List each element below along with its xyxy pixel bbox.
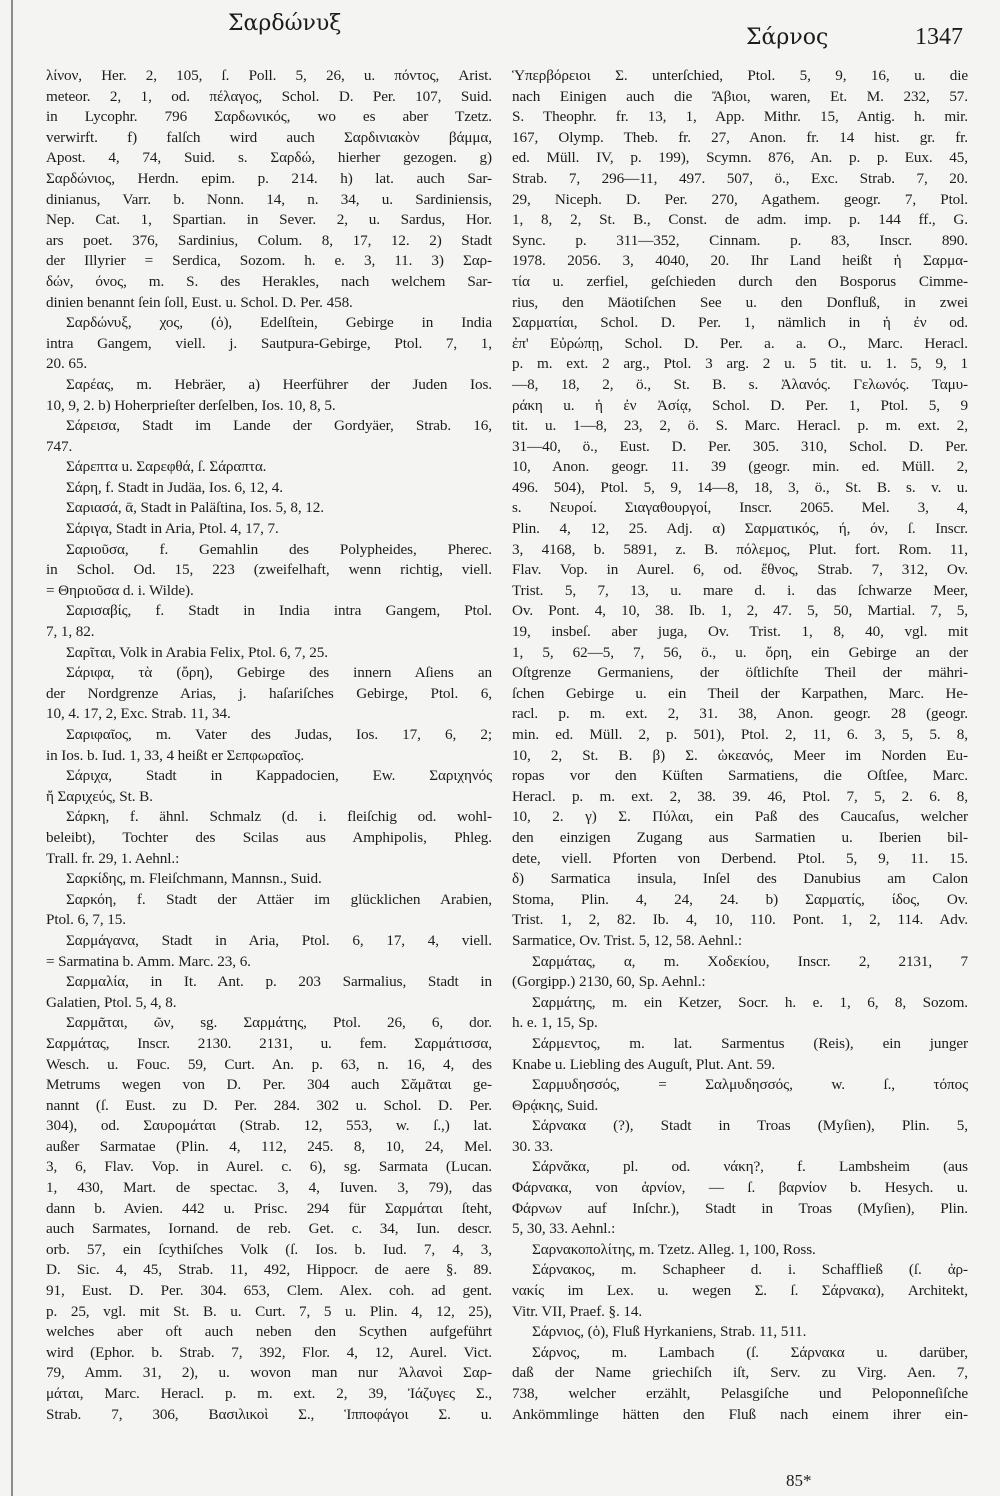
text-line: νακίς im Lex. u. wegen Σ. ſ. Σάρνακα), Architekt, — [512, 1282, 968, 1300]
text-line: auch Sarmates, Iornand. de reb. Get. c. 34, Iun. descr. — [46, 1220, 492, 1238]
text-line: 10, 9, 2. b) Hoherprieſter derſelben, Ios. 10, 8, 5. — [46, 396, 336, 414]
text-line: ἤ Σαριχεύς, St. B. — [46, 787, 153, 805]
entry-headline: Σάρνιος, (ὁ), Fluß Hyrkaniens, Strab. 11, 511. — [532, 1323, 807, 1341]
page-header — [0, 0, 1000, 60]
text-line: orb. 57, ein ſcythiſches Volk (ſ. Ios. b. Iud. 7, 4, 3, — [46, 1240, 492, 1258]
text-line: (Gorgipp.) 2130, 60, Sp. Aehnl.: — [512, 973, 706, 991]
text-line: ſchen Gebirge u. ein Theil der Karpathen, Marc. He- — [512, 684, 968, 702]
text-line: verwirft. f) falſch wird auch Σαρδινιακὸν βάμμα, — [46, 128, 492, 146]
text-line: Galatien, Ptol. 5, 4, 8. — [46, 993, 177, 1011]
text-line: 10, 4. 17, 2, Exc. Strab. 11, 34. — [46, 705, 231, 723]
text-line: Θρᾴκης, Suid. — [512, 1096, 599, 1114]
text-line: Φάρνων auf Inſchr.), Stadt in Troas (Myſien), Plin. — [512, 1199, 968, 1217]
text-line: Trist. 1, 2, 82. Ib. 4, 10, 110. Pont. 1, 2, 114. Adv. — [512, 911, 968, 929]
text-line: p. 25, vgl. mit St. B. u. Curt. 7, 5 u. Plin. 4, 12, 25), — [46, 1302, 492, 1320]
text-line: tit. u. 1—8, 23, 2, ö. S. Marc. Heracl. p. m. ext. 2, — [512, 417, 968, 435]
text-line: Metrums wegen von D. Per. 304 auch Σᾰμᾶται ge- — [46, 1076, 492, 1094]
text-line: 5, 30, 33. Aehnl.: — [512, 1220, 616, 1238]
page-binding-edge — [11, 0, 13, 1496]
text-line: 10, Anon. geogr. 11. 39 (geogr. min. ed. Müll. 2, — [512, 458, 968, 476]
text-line: 91, Eust. D. Per. 304. 653, Clem. Alex. coh. ad gent. — [46, 1282, 492, 1300]
entry-headline: Σάρμεντος, m. lat. Sarmentus (Reis), ein junger — [532, 1034, 968, 1052]
text-line: S. Theophr. fr. 13, 1, App. Mithr. 15, Antig. h. mir. — [512, 108, 968, 126]
text-line: 7, 1, 82. — [46, 623, 95, 641]
text-line: Plin. 4, 12, 25. Adj. α) Σαρματικός, ή, όν, ſ. Inscr. — [512, 520, 968, 538]
entry-headline: Σάρκη, f. ähnl. Schmalz (d. i. fleiſchig od. wohl- — [66, 808, 492, 826]
text-line: dann b. Avien. 442 u. Prisc. 294 für Σαρμάται ſteht, — [46, 1199, 492, 1217]
text-line: 738, welcher erzählt, Pelasgiſche und Peloponneſiſche — [512, 1385, 968, 1402]
text-line: Knabe u. Liebling des Auguſt, Plut. Ant. 59. — [512, 1055, 776, 1073]
text-line: 19, insbeſ. aber juga, Ov. Trist. 1, 8, 40, vgl. mit — [512, 623, 968, 641]
text-line: in Schol. Od. 15, 223 (zweifelhaft, wenn richtig, viell. — [46, 561, 492, 579]
text-line: 747. — [46, 437, 73, 455]
text-line: meteor. 2, 1, od. πέλαγος, Schol. D. Per. 107, Suid. — [46, 87, 492, 105]
text-line: den einzigen Zugang aus Sarmatien u. Iberien bil- — [512, 828, 968, 846]
entry-headline: Σάρνακος, m. Schapheer d. i. Schaffließ (ſ. ἀρ- — [532, 1261, 968, 1279]
text-line: Ptol. 6, 7, 15. — [46, 911, 126, 929]
text-line: Oſtgrenze Germaniens, der öſtlichſte Theil der mähri- — [512, 664, 968, 682]
text-line: Φάρνακα, von ἀρνίον, — ſ. βαρνίον b. Hesych. u. — [512, 1179, 968, 1197]
entry-headline: Σαρμαλία, in It. Ant. p. 203 Sarmalius, Stadt in — [66, 973, 492, 991]
entry-headline: Σάρνακα (?), Stadt in Troas (Myſien), Plin. 5, — [532, 1117, 968, 1135]
text-line: 79, Amm. 31, 2), u. wovon man nur Ἀλανοὶ Σαρ- — [46, 1364, 492, 1382]
text-line: Flav. Vop. in Aurel. 6, od. ἔθνος, Strab. 7, 312, Ov. — [512, 561, 968, 579]
entry-headline: Σαρμάγανα, Stadt in Aria, Ptol. 6, 17, 4, viell. — [66, 931, 492, 949]
entry-headline: Σαριοῦσα, f. Gemahlin des Polypheides, Pherec. — [66, 540, 492, 558]
text-line: rius, den Mäotiſchen See u. den Donfluß, in zwei — [512, 293, 968, 311]
text-line: der Nordgrenze Arias, j. haſariſches Gebirge, Ptol. 6, — [46, 684, 492, 702]
entry-headline: Σαρμάτας, α, m. Χοδεκίου, Inscr. 2, 2131, 7 — [532, 952, 968, 970]
text-line: 3, 4168, b. 5891, z. B. πόλεμος, Plut. fort. Rom. 11, — [512, 540, 968, 558]
text-line: nannt (ſ. Eust. zu D. Per. 284. 302 u. Schol. D. Per. — [46, 1096, 492, 1114]
text-line: μάται, Marc. Heracl. p. m. ext. 2, 39, Ἰάζυγες Σ., — [46, 1385, 492, 1402]
text-line: Nep. Cat. 1, Spartian. in Sever. 2, u. Sardus, Hor. — [46, 211, 492, 229]
text-line: δών, όνος, m. S. des Herakles, nach welchem Sar- — [46, 272, 492, 290]
text-line: λίνον, Her. 2, 105, ſ. Poll. 5, 26, u. πόντος, Arist. — [46, 67, 492, 84]
text-line: 31—40, ö., Eust. D. Per. 305. 310, Schol. D. Per. — [512, 437, 968, 455]
text-line: Sync. p. 311—352, Cinnam. p. 83, Inscr. 890. — [512, 231, 968, 249]
text-line: Sarmatice, Ov. Trist. 5, 12, 58. Aehnl.: — [512, 931, 742, 949]
text-line: wird (Ephor. b. Strab. 7, 392, Flor. 4, 12, Aurel. Vict. — [46, 1343, 492, 1361]
entry-headline: Σαρκίδης, m. Fleiſchmann, Mannsn., Suid. — [66, 870, 322, 888]
text-line: Apost. 4, 74, Suid. s. Σαρδώ, hierher gezogen. g) — [46, 149, 492, 167]
entry-headline: Σάρεπτα u. Σαρεφθά, ſ. Σάραπτα. — [66, 458, 267, 476]
text-line: 1, 430, Mart. de spectac. 3, 4, Iuven. 3, 79), das — [46, 1179, 492, 1197]
text-line: Ankömmlinge hätten den Fluß nach einem ihrer ein- — [512, 1405, 968, 1423]
text-line: Σαρματίαι, Schol. D. Per. 1, nämlich in ἡ ἐν od. — [512, 314, 968, 332]
text-line: 10, 2, St. B. β) Σ. ὠκεανός, Meer im Norden Eu- — [512, 746, 968, 764]
text-line: Strab. 7, 306, Βασιλικοὶ Σ., Ἱπποφάγοι Σ. u. — [46, 1405, 492, 1423]
text-line: 1978. 2056. 3, 4040, 20. Ihr Land heißt ἡ Σαρμα- — [512, 252, 968, 270]
text-line: welches aber oft auch neben den Scythen aufgeführt — [46, 1323, 492, 1341]
text-line: 3, 6, Flav. Vop. in Aurel. c. 6), sg. Sarmata (Lucan. — [46, 1158, 492, 1176]
entry-headline: Σαρδώνυξ, χος, (ὁ), Edelſtein, Gebirge in India — [66, 314, 492, 332]
text-line: p. m. ext. 2 arg., Ptol. 3 arg. 2 u. 5 tit. u. 1. 5, 9, 1 — [512, 355, 968, 373]
text-line: ed. Müll. IV, p. 199), Scymn. 876, An. p. p. Eux. 45, — [512, 149, 968, 167]
entry-headline: Σαρμάτης, m. ein Ketzer, Socr. h. e. 1, 6, 8, Sozom. — [532, 993, 968, 1011]
text-line: ράκη u. ἡ ἐν Ἀσίᾳ, Schol. D. Per. 1, Ptol. 5, 9 — [512, 396, 968, 414]
text-line: = Θηριοῦσα d. i. Wilde). — [46, 581, 194, 599]
text-line: daß der Name griechiſch iſt, Serv. zu Virg. Aen. 7, — [512, 1364, 968, 1382]
text-line: 167, Olymp. Theb. fr. 27, Anon. fr. 14 hist. gr. fr. — [512, 128, 968, 146]
text-line: 30. 33. — [512, 1137, 554, 1155]
text-line: Trist. 5, 7, 13, u. mare d. i. das ſchwarze Meer, — [512, 581, 968, 599]
entry-headline: Σαριασά, ᾱ, Stadt in Paläſtina, Ios. 5, 8, 12. — [66, 499, 324, 517]
text-line: racl. p. m. ext. 2, 31. 38, Anon. geogr. 28 (geogr. — [512, 705, 968, 723]
text-line: Stoma, Plin. 4, 24, 24. b) Σαρματίς, ίδος, Ov. — [512, 890, 968, 908]
text-line: D. Sic. 4, 45, Strab. 11, 492, Hippocr. de aere §. 89. — [46, 1261, 492, 1279]
text-line: der Illyrier = Serdica, Sozom. h. e. 3, 11. 3) Σαρ- — [46, 252, 492, 270]
left-column — [46, 66, 492, 1425]
text-line: s. Νευροί. Σιαγαθουργοί, Inscr. 2065. Mel. 3, 4, — [512, 499, 968, 517]
text-line: beleibt), Tochter des Scilas aus Amphipolis, Phleg. — [46, 828, 492, 846]
text-line: Σαρδώνιος, Herdn. epim. p. 214. h) lat. auch Sar- — [46, 169, 492, 187]
text-line: 20. 65. — [46, 355, 88, 373]
text-line: 1, 5, 62—5, 7, 56, ö., u. ὄρη, ein Gebirge an der — [512, 643, 968, 661]
entry-headline: Σαριφαῖος, m. Vater des Judas, Ios. 17, 6, 2; — [66, 726, 492, 743]
text-line: Ὑπερβόρειοι Σ. unterſchied, Ptol. 5, 9, 16, u. die — [512, 67, 968, 84]
text-line: δ) Sarmatica insula, Inſel des Danubius am Calon — [512, 870, 968, 888]
text-line: min. ed. Müll. 2, p. 501), Ptol. 2, 11, 6. 3, 5, 5. 8, — [512, 726, 968, 743]
text-line: ropas vor den Küſten Sarmatiens, die Oſtſee, Marc. — [512, 767, 968, 785]
entry-headline: Σάριχα, Stadt in Kappadocien, Ew. Σαριχηνός — [66, 767, 492, 785]
signature-mark: 85* — [786, 1471, 812, 1490]
text-line: dinien benannt ſein ſoll, Eust. u. Schol. D. Per. 458. — [46, 293, 353, 311]
text-line: 304), od. Σαυρομάται (Strab. 12, 553, w. ſ.,) lat. — [46, 1117, 492, 1135]
text-line: Heracl. p. m. ext. 2, 38. 39. 46, Ptol. 7, 5, 2. 6. 8, — [512, 787, 968, 805]
entry-headline: Σάρη, f. Stadt in Judäa, Ios. 6, 12, 4. — [66, 478, 283, 496]
text-line: nach Einigen auch die Ἄβιοι, waren, Et. M. 232, 57. — [512, 87, 968, 105]
text-line: ἐπ' Εὐρώπῃ, Schol. D. Per. a. a. O., Marc. Heracl. — [512, 334, 968, 352]
text-line: intra Gangem, viell. j. Sautpura-Gebirge, Ptol. 7, 1, — [46, 334, 492, 352]
entry-headline: Σαρκόη, f. Stadt der Attäer im glücklichen Arabien, — [66, 890, 492, 908]
entry-headline: Σάριγα, Stadt in Aria, Ptol. 4, 17, 7. — [66, 520, 279, 538]
text-line: außer Sarmatae (Plin. 4, 112, 245. 8, 10, 24, Mel. — [46, 1137, 492, 1155]
text-line: τία u. zerfiel, geſchieden durch den Bosporus Cimme- — [512, 272, 968, 290]
entry-headline: Σαρμυδησσός, = Σαλμυδησσός, w. ſ., τόπος — [532, 1076, 968, 1094]
text-line: = Sarmatina b. Amm. Marc. 23, 6. — [46, 952, 251, 970]
text-line: dete, viell. Pforten von Derbend. Ptol. 5, 9, 11. 15. — [512, 849, 968, 867]
entry-headline: Σαρμᾶται, ῶν, sg. Σαρμάτης, Ptol. 26, 6, dor. — [66, 1014, 492, 1032]
entry-headline: Σάρεισα, Stadt im Lande der Gordyäer, Strab. 16, — [66, 417, 492, 435]
text-line: Wesch. u. Fouc. 59, Curt. An. p. 63, n. 16, 4, des — [46, 1055, 492, 1073]
text-line: Trall. fr. 29, 1. Aehnl.: — [46, 849, 180, 867]
text-line: 1, 8, 2, St. B., Const. de adm. imp. p. 144 ff., G. — [512, 211, 968, 229]
right-column — [512, 66, 968, 1425]
right-running-headword: Σάρνος — [746, 25, 829, 50]
page-number: 1347 — [915, 24, 963, 50]
text-line: Ov. Pont. 4, 10, 38. Ib. 1, 2, 47. 5, 50, Martial. 7, 5, — [512, 602, 968, 620]
left-running-headword: Σαρδώνυξ — [228, 11, 342, 36]
text-line: 10, 2. γ) Σ. Πύλαι, ein Paß des Caucaſus, welcher — [512, 808, 968, 826]
entry-headline: Σαρέας, m. Hebräer, a) Heerführer der Juden Ios. — [66, 375, 492, 393]
text-line: Vitr. VII, Praef. §. 14. — [512, 1302, 643, 1320]
text-line: —8, 18, 2, ö., St. B. s. Ἀλανός. Γελωνός. Ταμυ- — [512, 375, 968, 393]
text-line: 29, Niceph. D. Per. 270, Agathem. geogr. 7, Ptol. — [512, 190, 968, 208]
entry-headline: Σάριφα, τὰ (ὄρη), Gebirge des innern Aſiens an — [66, 664, 492, 682]
text-line: Strab. 7, 296—11, 497. 507, ö., Exc. Strab. 7, 20. — [512, 169, 968, 187]
text-line: h. e. 1, 15, Sp. — [512, 1014, 598, 1032]
entry-headline: Σαρῖται, Volk in Arabia Felix, Ptol. 6, 7, 25. — [66, 643, 328, 661]
text-line: in Lycophr. 796 Σαρδωνικός, wo es aber Tzetz. — [46, 108, 492, 126]
text-line: dinianus, Varr. b. Nonn. 14, n. 34, u. Sardiniensis, — [46, 190, 492, 208]
text-line: 496. 504), Ptol. 5, 9, 14—8, 18, 3, ö., St. B. s. v. u. — [512, 478, 968, 496]
entry-headline: Σάρνος, m. Lambach (ſ. Σάρνακα u. darüber, — [532, 1343, 968, 1361]
entry-headline: Σαρισαβίς, f. Stadt in India intra Gangem, Ptol. — [66, 602, 492, 620]
text-line: in Ios. b. Iud. 1, 33, 4 heißt er Σεπφωραῖος. — [46, 746, 305, 764]
entry-headline: Σάρνᾰκα, pl. od. νάκη?, f. Lambsheim (aus — [532, 1158, 968, 1176]
text-line: Σαρμάτας, Inscr. 2130. 2131, u. fem. Σαρμάτισσα, — [46, 1034, 492, 1052]
text-line: ars poet. 376, Sardinius, Colum. 8, 17, 12. 2) Stadt — [46, 231, 492, 249]
entry-headline: Σαρνακοπολίτης, m. Tzetz. Alleg. 1, 100, Ross. — [532, 1240, 816, 1258]
